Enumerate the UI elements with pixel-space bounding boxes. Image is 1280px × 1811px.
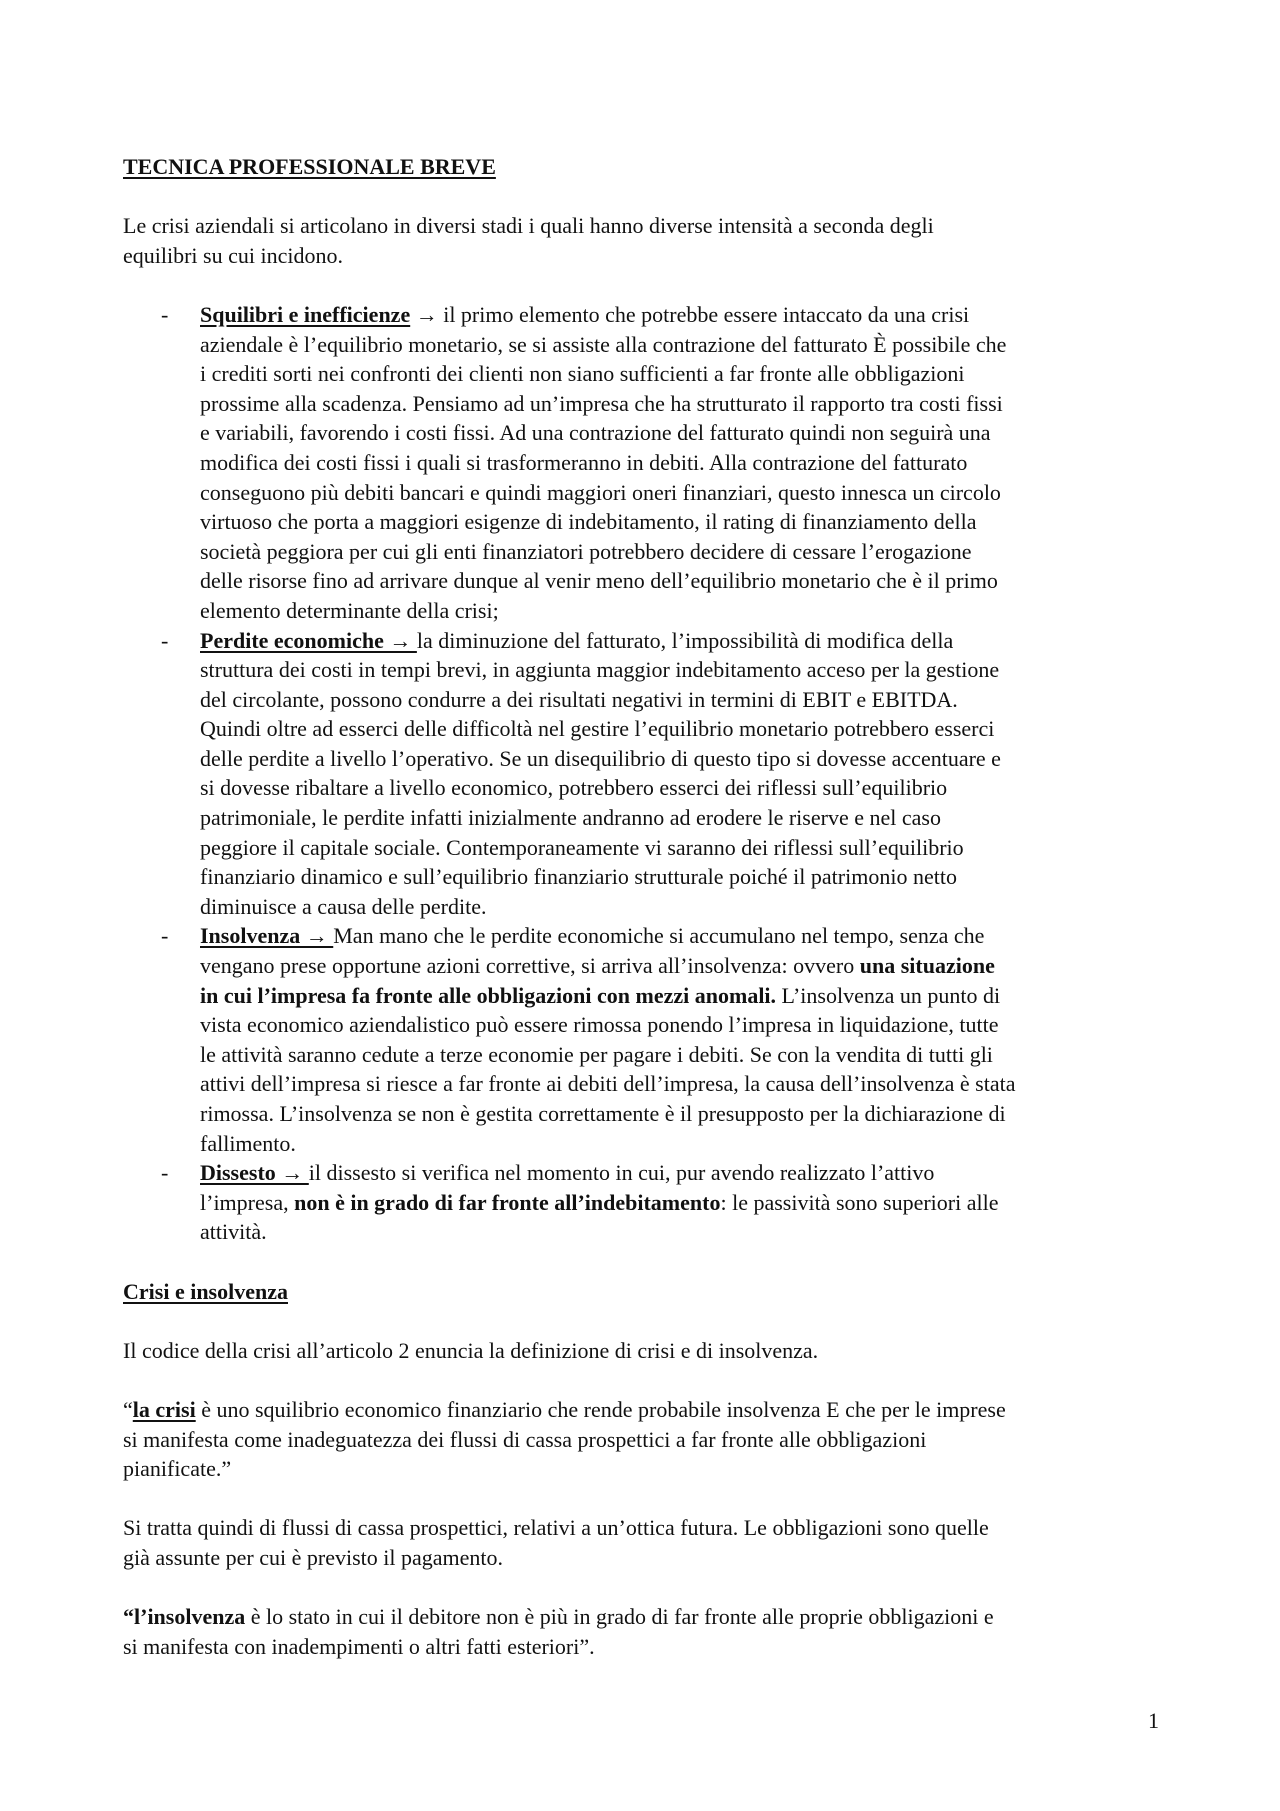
text-run: patrimoniale, le perdite infatti inizialmente andranno ad erodere le riserve e nel caso xyxy=(200,805,941,831)
bullet-item xyxy=(123,1158,1163,1247)
bold-text: “l’insolvenza xyxy=(123,1604,246,1630)
text-line xyxy=(200,833,1163,863)
text-line xyxy=(200,1188,1163,1218)
document-page xyxy=(123,152,1163,1661)
text-run: del circolante, possono condurre a dei risultati negativi in termini di EBIT e EBITDA. xyxy=(200,686,958,712)
spacer xyxy=(123,182,1163,212)
text-line xyxy=(200,773,1163,803)
text-run: prossime alla scadenza. Pensiamo ad un’impresa che ha strutturato il rapporto tra costi fissi xyxy=(200,390,1003,416)
bold-text: una situazione xyxy=(859,953,995,979)
bold-text: in cui l’impresa fa fronte alle obbligazioni con mezzi anomali. xyxy=(200,982,777,1008)
paragraph-definizione-insolvenza xyxy=(123,1602,1163,1661)
text-run: vengano prese opportune azioni correttive, si arriva all’insolvenza: ovvero xyxy=(200,953,860,979)
text-line xyxy=(123,1632,1163,1662)
text-line xyxy=(200,981,1163,1011)
text-run: Man mano che le perdite economiche si accumulano nel tempo, senza che xyxy=(333,923,985,949)
text-run: modifica dei costi fissi i quali si trasformeranno in debiti. Alla contrazione del fatturato xyxy=(200,449,968,475)
text-line xyxy=(200,389,1163,419)
text-line xyxy=(200,803,1163,833)
bullet-list xyxy=(123,300,1163,1247)
text-run: diminuisce a causa delle perdite. xyxy=(200,893,487,919)
text-line xyxy=(200,537,1163,567)
text-line xyxy=(200,892,1163,922)
spacer xyxy=(123,1484,1163,1514)
text-line xyxy=(123,1602,1163,1632)
bullet-dash: - xyxy=(161,627,169,653)
text-run: e variabili, favorendo i costi fissi. Ad una contrazione del fatturato quindi non seguirà una xyxy=(200,420,991,446)
text-run: virtuoso che porta a maggiori esigenze di indebitamento, il rating di finanziamento della xyxy=(200,509,977,535)
text-run: attività. xyxy=(200,1219,267,1245)
text-run: rimossa. L’insolvenza se non è gestita correttamente è il presupposto per la dichiarazione di xyxy=(200,1101,1006,1126)
text-line xyxy=(200,951,1163,981)
bold-text: Perdite economiche → xyxy=(200,627,417,653)
page-number: 1 xyxy=(1148,1708,1159,1733)
text-run: aziendale è l’equilibrio monetario, se si assiste alla contrazione del fatturato È possibile che xyxy=(200,331,1007,357)
text-run: struttura dei costi in tempi brevi, in aggiunta maggior indebitamento acceso per la gestione xyxy=(200,657,1000,683)
text-line xyxy=(200,862,1163,892)
text-line xyxy=(123,1513,1163,1543)
document-title: TECNICA PROFESSIONALE BREVE xyxy=(123,154,496,179)
spacer xyxy=(123,1573,1163,1603)
text-line xyxy=(123,1395,1163,1425)
text-line xyxy=(123,1454,1163,1484)
text-run: l’impresa, xyxy=(200,1189,295,1215)
text-line xyxy=(200,685,1163,715)
text-run: è lo stato in cui il debitore non è più in grado di far fronte alle proprie obbligazioni e xyxy=(245,1604,994,1630)
bullet-item xyxy=(123,626,1163,922)
text-run: la diminuzione del fatturato, l’impossibilità di modifica della xyxy=(416,627,954,653)
text-run: Quindi oltre ad esserci delle difficoltà nel gestire l’equilibrio monetario potrebbero esserci xyxy=(200,716,995,742)
bold-text: Dissesto → xyxy=(200,1160,309,1186)
text-run: equilibri su cui incidono. xyxy=(123,242,343,268)
text-line xyxy=(123,1543,1163,1573)
text-line xyxy=(200,300,1163,330)
text-line xyxy=(200,330,1163,360)
text-run: i crediti sorti nei confronti dei clienti non siano sufficienti a far fronte alle obbligazioni xyxy=(200,361,965,387)
text-line xyxy=(123,211,1163,241)
text-line xyxy=(200,1069,1163,1099)
text-line xyxy=(200,448,1163,478)
text-run: vista economico aziendalistico può essere rimossa ponendo l’impresa in liquidazione, tutte xyxy=(200,1012,999,1038)
text-run: finanziario dinamico e sull’equilibrio finanziario strutturale poiché il patrimonio netto xyxy=(200,864,957,890)
text-run: : le passività sono superiori alle xyxy=(720,1189,999,1215)
text-run: L’insolvenza un punto di xyxy=(776,982,1001,1008)
bullet-dash: - xyxy=(161,1160,169,1186)
paragraph-flussi xyxy=(123,1513,1163,1572)
bullet-dash: - xyxy=(161,301,169,327)
bold-text: Squilibri e inefficienze xyxy=(200,301,411,327)
spacer xyxy=(123,1365,1163,1395)
text-line xyxy=(200,418,1163,448)
text-run: Il codice della crisi all’articolo 2 enuncia la definizione di crisi e di insolvenza. xyxy=(123,1337,819,1363)
bold-text: non è in grado di far fronte all’indebitamento xyxy=(294,1189,721,1215)
text-line xyxy=(200,1099,1163,1129)
text-line xyxy=(200,1010,1163,1040)
text-run: delle risorse fino ad arrivare dunque al venir meno dell’equilibrio monetario che è il primo xyxy=(200,568,998,594)
text-run: si dovesse ribaltare a livello economico, potrebbero esserci dei riflessi sull’equilibrio xyxy=(200,775,948,801)
text-line xyxy=(123,1336,1163,1366)
bold-text: Insolvenza → xyxy=(200,923,334,949)
text-line xyxy=(200,626,1163,656)
text-line xyxy=(200,1040,1163,1070)
text-run: fallimento. xyxy=(200,1130,296,1156)
text-run: il dissesto si verifica nel momento in cui, pur avendo realizzato l’attivo xyxy=(308,1160,935,1186)
text-run: Le crisi aziendali si articolano in diversi stadi i quali hanno diverse intensità a seconda degli xyxy=(123,213,934,239)
bold-text: → xyxy=(410,301,444,327)
text-run: già assunte per cui è previsto il pagamento. xyxy=(123,1544,503,1570)
spacer xyxy=(123,270,1163,300)
text-run: si manifesta con inadempimenti o altri fatti esteriori”. xyxy=(123,1633,595,1659)
paragraph-definizione-crisi xyxy=(123,1395,1163,1484)
text-run: società peggiora per cui gli enti finanziatori potrebbero decidere di cessare l’erogazione xyxy=(200,538,972,564)
text-run: pianificate.” xyxy=(123,1456,232,1482)
spacer xyxy=(123,1247,1163,1277)
spacer xyxy=(123,1306,1163,1336)
text-line xyxy=(123,241,1163,271)
text-run: le attività saranno cedute a terze economie per pagare i debiti. Se con la vendita di tutti gli xyxy=(200,1041,993,1067)
bullet-item xyxy=(123,300,1163,626)
text-line xyxy=(200,566,1163,596)
text-line xyxy=(200,744,1163,774)
text-line xyxy=(200,596,1163,626)
text-line xyxy=(200,507,1163,537)
text-run: peggiore il capitale sociale. Contemporaneamente vi saranno dei riflessi sull’equilibrio xyxy=(200,834,964,860)
text-line xyxy=(200,478,1163,508)
text-line xyxy=(200,1217,1163,1247)
text-line xyxy=(200,1158,1163,1188)
text-run: conseguono più debiti bancari e quindi maggiori oneri finanziari, questo innesca un circolo xyxy=(200,479,1001,505)
text-run: è uno squilibrio economico finanziario che rende probabile insolvenza E che per le imprese xyxy=(195,1396,1006,1422)
intro-paragraph xyxy=(123,211,1163,270)
text-line xyxy=(123,1425,1163,1455)
text-run: il primo elemento che potrebbe essere intaccato da una crisi xyxy=(443,301,970,327)
text-line xyxy=(200,655,1163,685)
text-run: “ xyxy=(123,1396,133,1422)
text-line xyxy=(200,714,1163,744)
bullet-dash: - xyxy=(161,923,169,949)
text-line xyxy=(200,921,1163,951)
text-run: Si tratta quindi di flussi di cassa prospettici, relativi a un’ottica futura. Le obbligazioni sono quelle xyxy=(123,1515,989,1541)
text-run: attivi dell’impresa si riesce a far fronte ai debiti dell’impresa, la causa dell’insolvenza è stata xyxy=(200,1071,1016,1097)
text-run: si manifesta come inadeguatezza dei flussi di cassa prospettici a far fronte alle obbligazioni xyxy=(123,1426,927,1452)
text-line xyxy=(200,1129,1163,1159)
text-run: elemento determinante della crisi; xyxy=(200,597,499,623)
text-line xyxy=(200,359,1163,389)
paragraph-codice xyxy=(123,1336,1163,1366)
bold-text: la crisi xyxy=(132,1396,196,1422)
section-heading: Crisi e insolvenza xyxy=(123,1278,288,1304)
bullet-item xyxy=(123,921,1163,1158)
text-run: delle perdite a livello l’operativo. Se un disequilibrio di questo tipo si dovesse accentuare e xyxy=(200,745,1001,771)
